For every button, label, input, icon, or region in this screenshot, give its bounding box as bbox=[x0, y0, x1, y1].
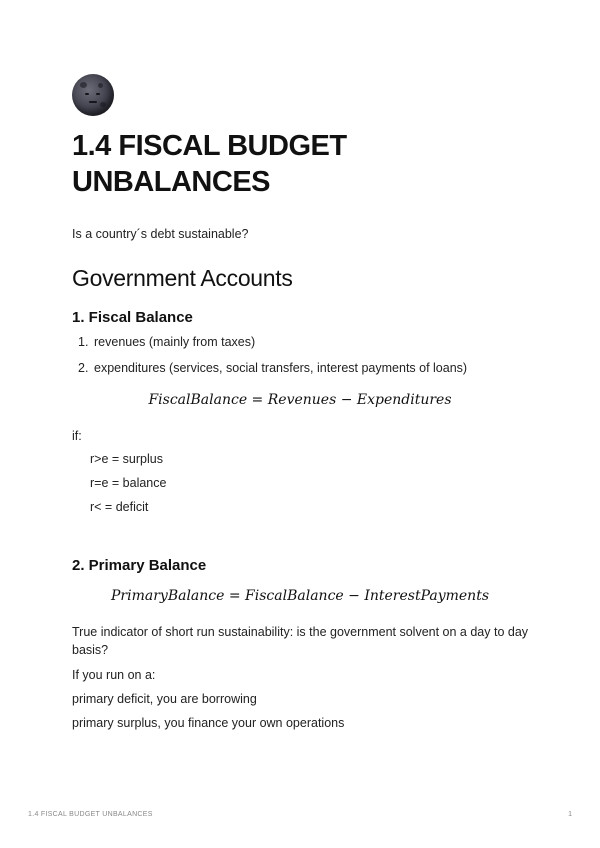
text-line: If you run on a: bbox=[72, 668, 156, 682]
page-number: 1 bbox=[568, 811, 572, 818]
list-item bbox=[78, 335, 255, 349]
new-moon-face-icon bbox=[72, 74, 114, 116]
fiscal-balance-formula: FiscalBalance = Revenues − Expenditures bbox=[148, 392, 452, 408]
if-label: if: bbox=[72, 429, 82, 443]
subtitle: Is a country´s debt sustainable? bbox=[72, 227, 249, 241]
primary-balance-heading: 2. Primary Balance bbox=[72, 557, 207, 574]
list-item bbox=[78, 361, 467, 375]
footer-title: 1.4 FISCAL BUDGET UNBALANCES bbox=[28, 811, 153, 818]
section-heading: Government Accounts bbox=[72, 265, 293, 291]
page-title: 1.4 FISCAL BUDGET UNBALANCES bbox=[72, 130, 347, 198]
condition-balance: r=e = balance bbox=[90, 476, 167, 490]
list-item-number: 1. bbox=[78, 335, 89, 349]
text-line: primary deficit, you are borrowing bbox=[72, 692, 257, 706]
list-item-text: revenues (mainly from taxes) bbox=[94, 335, 256, 349]
text-line: primary surplus, you finance your own operations bbox=[72, 716, 345, 730]
condition-surplus: r>e = surplus bbox=[90, 452, 163, 466]
paragraph: True indicator of short run sustainability: is the government solvent on a day to day basis? bbox=[72, 625, 529, 657]
fiscal-balance-heading: 1. Fiscal Balance bbox=[72, 309, 193, 326]
list-item-number: 2. bbox=[78, 361, 89, 375]
list-item-text: expenditures (services, social transfers, interest payments of loans) bbox=[94, 361, 468, 375]
primary-balance-formula: PrimaryBalance = FiscalBalance − InterestPayments bbox=[111, 588, 489, 604]
condition-deficit: r< = deficit bbox=[90, 500, 149, 514]
